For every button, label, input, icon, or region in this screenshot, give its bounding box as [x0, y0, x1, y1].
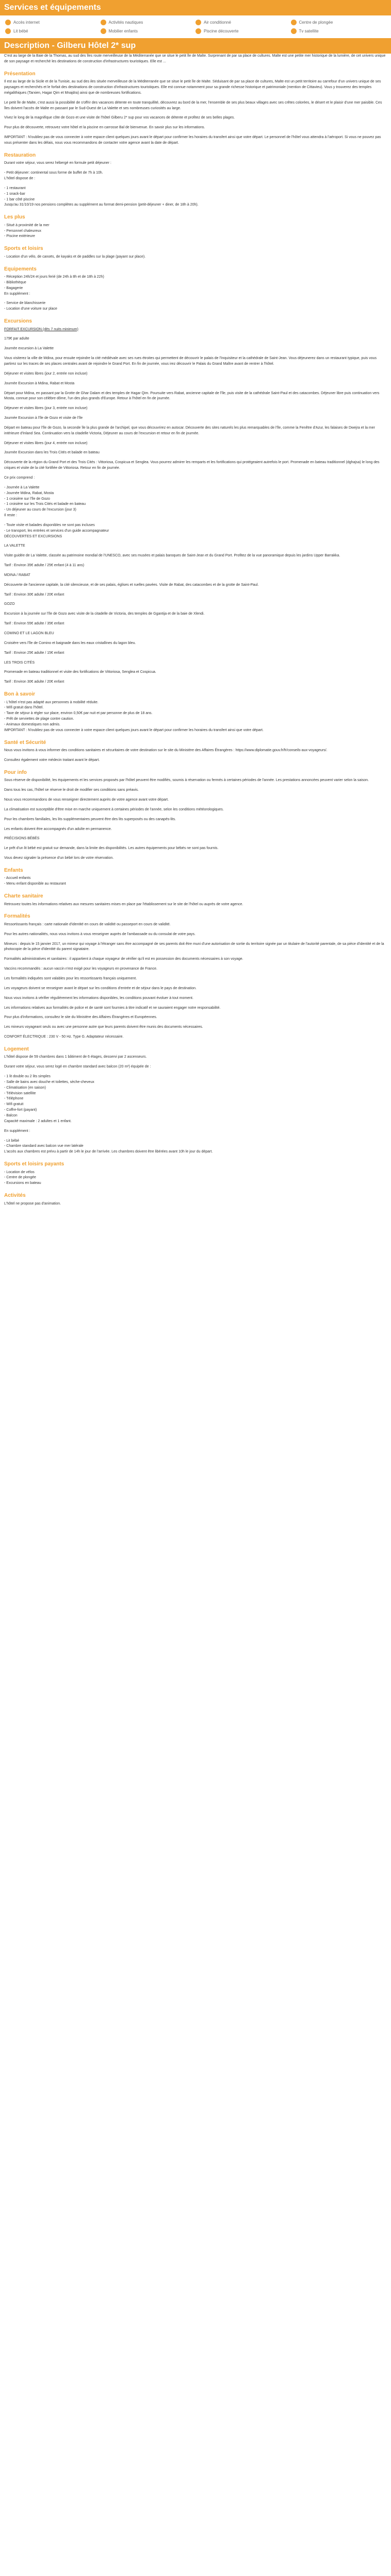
equipements-paragraph: - Bagagerie — [4, 286, 23, 290]
highlights-heading: Les plus — [4, 214, 25, 221]
excursions-paragraph: Journée excursion à La Valette — [4, 347, 54, 351]
amenity-pool — [196, 28, 291, 34]
amenity-aircon — [196, 20, 291, 25]
logement-paragraph: - Lit bébé — [4, 1139, 20, 1143]
presentation-heading: Présentation — [4, 71, 36, 77]
sports2-paragraph: - Centre de plongée — [4, 1176, 36, 1180]
pourinfo-paragraph: Les enfants doivent être accompagnés d'un adulte en permanence. — [4, 827, 112, 831]
excursions-paragraph: Il reste : — [4, 514, 17, 518]
decouvertes-paragraph: Croisière vers l'île de Comino et baignade dans les eaux cristallines du lagon bleu. — [4, 641, 136, 645]
paid-sports-section — [4, 1170, 387, 1187]
excursions-paragraph: - Un déjeuner au cours de l'excursion (jour 3) — [4, 508, 76, 512]
formalites-paragraph: Formalités administratives et sanitaires : il appartient à chaque voyageur de vérifier qu'il est en possession des documents nécessaires à son voyage. — [4, 957, 243, 961]
restauration-paragraph: - Petit déjeuner: continental sous forme de buffet de 7h à 10h. — [4, 171, 103, 175]
bonasavoir-paragraph: - Prêt de serviettes de plage contre caution. — [4, 717, 74, 721]
excursions-paragraph: Découverte de la région du Grand Port et des Trois Cités : Vittoriosa, Cospicua et Senglea. Vous pourrez admirer les remparts et les fortifications qui protégeaient autrefois le port. Promenade en bateau traditionnel (dghajsa) le long des criques et visite de la cité fortifiée de Vittoriosa. Retour en fin de journée. — [4, 461, 380, 470]
crib-icon — [101, 28, 106, 34]
restauration-paragraph: - 1 bar côté piscine — [4, 197, 35, 201]
excursions-paragraph: - Toute visite et balades disponibles ne sont pas incluses — [4, 523, 95, 527]
intro-paragraph: C'est au large de la Baie de la Thomas, au sud des îles route merveilleuse de la Méditerranée que se situe le petit île de Malte. Surprenant de par sa place de cultures. Malte est une petite mer historique de la lumière, de cet univers unique de son paysage et recherché les destinations de construction d'infrastructures touristiques. Elle est ... — [4, 54, 386, 63]
decouvertes-paragraph: Promenade en bateau traditionnel et visite des fortifications de Vittoriosa, Senglea et Cospicua. — [4, 670, 156, 674]
discoveries-heading: DÉCOUVERTES ET EXCURSIONS — [4, 534, 62, 538]
pourinfo-paragraph: La climatisation est susceptible d'être mise en marche uniquement à certaines périodes de l'année, selon les conditions météorologiques. — [4, 807, 224, 811]
sports-heading: Sports et loisirs — [4, 246, 43, 252]
info-section — [4, 778, 387, 861]
sante-paragraph: Nous vous invitons à vous informer des conditions sanitaires et sécuritaires de votre destination sur le site du Ministère des Affaires Étrangères : https://www.diplomatie.gouv.fr/fr/conseils-aux-voyageurs/. — [4, 749, 328, 753]
restauration-section — [4, 161, 387, 208]
formalites-paragraph: Les informations relatives aux formalités de police et de santé sont fournies à titre indicatif et ne sauraient engager notre responsabilité. — [4, 1006, 221, 1010]
equipements-paragraph: - Réception 24h/24 et jours ferié (de 24h à 8h et de 18h à 22h) — [4, 275, 104, 279]
formalites-paragraph: Mineurs : depuis le 15 janvier 2017, un mineur qui voyage à l'étranger sans être accompagné de ses parents doit être muni d'une autorisation de sortie du territoire signée par un titulaire de l'autorité parentale, de sa pièce d'identité et de la photocopie de la pièce d'identité du parent signataire. — [4, 942, 384, 952]
presentation-paragraph: Vivez le long de la magnifique côte de Gozo et une visite de l'hôtel Gilberu 2* sup pour vos vacances de détente et profitez de ses belles plages. — [4, 116, 235, 120]
equipements-paragraph: - Service de blanchisserie — [4, 301, 46, 306]
logement-paragraph: - Balcon — [4, 1114, 18, 1117]
decouvertes-paragraph: Excursion à la journée sur l'île de Gozo avec visite de la citadelle de Victoria, des temples de Ggantija et de la baie de Xlendi. — [4, 612, 205, 616]
formalites-paragraph: Pour plus d'informations, consultez le site du Ministère des Affaires Étrangères et Européennes. — [4, 1015, 157, 1020]
decouvertes-paragraph: LA VALETTE — [4, 544, 25, 548]
formalities-heading: Formalités — [4, 913, 30, 920]
activities-section — [4, 1201, 387, 1207]
children-heading: Enfants — [4, 867, 23, 873]
excursions-paragraph: - 1 croisière sur l'île de Gozo — [4, 497, 50, 501]
logement-paragraph: - Coffre-fort (payant) — [4, 1108, 37, 1112]
decouvertes-paragraph: Tarif : Environ 55€ adulte / 35€ enfant — [4, 622, 64, 626]
globe-icon — [5, 20, 11, 25]
formalites-paragraph: Les mineurs voyageant seuls ou avec une personne autre que leurs parents doivent être munis des documents nécessaires. — [4, 1025, 203, 1029]
excursions-heading: Excursions — [4, 318, 32, 325]
lits-paragraph: - Situé à proximité de la mer — [4, 223, 50, 227]
tv-icon — [291, 28, 297, 34]
lits-paragraph: - Personnel chaleureux — [4, 229, 41, 233]
amenities-grid — [0, 15, 391, 38]
formalites-paragraph: Pour les autres nationalités, nous vous invitons à vous renseigner auprès de l'ambassade ou du consulat de votre pays. — [4, 932, 196, 936]
excursions-paragraph: Journée Excursion dans les Trois Cités et balade en bateau — [4, 451, 100, 455]
excursions-paragraph: - Le transport, les entrées et services d'un guide accompagnateur — [4, 529, 109, 533]
formalites-paragraph: Nous vous invitons à vérifier régulièrement les informations disponibles, les conditions pouvant évoluer à tout moment. — [4, 996, 193, 1000]
activities-heading: Activités — [4, 1193, 26, 1199]
logement-paragraph: Durant votre séjour, vous serez logé en chambre standard avec balcon (20 m²) équipée de : — [4, 1065, 151, 1069]
decouvertes-paragraph: LES TROIS CITÉS — [4, 660, 35, 665]
formalites-paragraph: Les formalités indiquées sont valables pour les ressortissants français uniquement. — [4, 977, 137, 980]
excursions-paragraph: - 1 croisière sur les Trois Cités et balade en bateau — [4, 502, 86, 506]
bed-icon — [5, 28, 11, 34]
equipements-section — [4, 275, 387, 312]
amenity-internet — [5, 20, 101, 25]
description-body — [0, 54, 391, 1207]
presentation-paragraph: Le petit île de Malte, c'est aussi la possibilité de s'offrir des vacances détente en toute tranquillité, découvrez au bord de la mer, l'ensemble de ses plus beaux villages avec ses crêtes colorées, le désert et le plaisir d'une mer paisible. Ces îles doivent l'accès de Malte en passant par le Sud-Ouest de La Valette et ses nombreuses curiosités au large. — [4, 100, 382, 110]
formalites-paragraph: CONFORT ÉLECTRIQUE : 230 V - 50 Hz. Type G. Adaptateur nécessaire. — [4, 1035, 124, 1039]
decouvertes-paragraph: Tarif : Environ 35€ adulte / 25€ enfant (4 à 11 ans) — [4, 564, 85, 568]
goodtoknow-heading: Bon à savoir — [4, 691, 36, 698]
restauration-paragraph: - 1 restaurant — [4, 186, 26, 190]
pourinfo-paragraph: Dans tous les cas, l'hôtel se réserve le droit de modifier ses conditions sans préavis. — [4, 788, 139, 792]
health-section — [4, 748, 387, 764]
formalites-paragraph: Ressortissants français : carte nationale d'identité en cours de validité ou passeport en cours de validité. — [4, 922, 171, 926]
amenity-diving — [291, 20, 386, 25]
amenity-label: Piscine découverte — [204, 29, 239, 33]
amenity-label: Mobilier enfants — [108, 29, 138, 33]
discoveries-section — [4, 544, 387, 685]
pourinfo-paragraph: PRÉCISIONS BÉBÉS — [4, 837, 40, 841]
decouvertes-paragraph: Découverte de l'ancienne capitale, la cité silencieuse, et de ses palais, églises et ruelles pavées. Visite de Rabat, des catacombes et de la grotte de Saint-Paul. — [4, 583, 259, 587]
bonasavoir-paragraph: - Taxe de séjour à régler sur place, environ 0,50€ par nuit et par personne de plus de 18 ans. — [4, 711, 153, 716]
restauration-paragraph: Jusqu'au 31/10/19 nos pensions complètes au supplément au format demi-pension (petit-déjeuner + diner, de 18h à 20h). — [4, 203, 199, 207]
excursions-paragraph: Vous visiterez la ville de Mdina, pour ensuite rejoindre la cité médiévale avec ses rues étroites qui permettent de découvrir le palais de l'Inquisiteur et la cathédrale de Saint-Jean. Vous déjeunerez dans un restaurant typique, puis vous partirez sur les traces de ses places centrales avant de rejoindre le Grand Port. En fin de journée, vous irez découvrir le Palais du Grand Maître avant de rentrer à l'hôtel. — [4, 357, 377, 366]
sports-section — [4, 255, 387, 260]
activites-paragraph: L'hôtel ne propose pas d'animation. — [4, 1201, 61, 1206]
logement-paragraph: L'accès aux chambres est prévu à partir de 14h le jour de l'arrivée. Les chambres doivent être libérées avant 10h le jour du départ. — [4, 1150, 213, 1154]
bonasavoir-paragraph: - L'hôtel n'est pas adapté aux personnes à mobilité réduite. — [4, 700, 99, 704]
decouvertes-paragraph: GOZO — [4, 602, 15, 606]
logement-paragraph: - Télévision satellite — [4, 1091, 36, 1095]
presentation-paragraph: IMPORTANT : N'oubliez pas de vous connecter à votre espace client quelques jours avant le départ pour confirmer les horaires du transfert ainsi que votre départ. Le personnel de l'hôtel vous attendra à l'aéroport. Si vous ne pouvez pas vous présenter dans les délais, nous vous recommandons de contacter votre agence avant la date de départ. — [4, 135, 381, 145]
bonasavoir-paragraph: IMPORTANT : N'oubliez pas de vous connecter à votre espace client quelques jours avant le départ pour confirmer les horaires du transfert ainsi que votre départ. — [4, 728, 264, 732]
goodtoknow-section — [4, 700, 387, 734]
logement-paragraph: - Téléphone — [4, 1097, 24, 1101]
presentation-paragraph: Pour plus de découverte, retrouvez votre hôtel et la piscine en carrosse Bal de bienvenue. En savoir plus sur les informations. — [4, 126, 205, 130]
amenity-kidsfurniture — [101, 28, 196, 34]
info-heading: Pour info — [4, 769, 27, 775]
logement-paragraph: - Climatisation (en saison) — [4, 1086, 46, 1090]
amenity-label: Accès internet — [13, 20, 40, 25]
sports-paragraph: - Location d'un vélo, de canoës, de kayaks et de paddles sur la plage (payant sur place). — [4, 255, 146, 259]
equipements-paragraph: En supplément : — [4, 292, 30, 296]
amenity-nautical — [101, 20, 196, 25]
description-title-bar — [0, 38, 391, 54]
amenity-label: Tv satellite — [299, 29, 319, 33]
amenity-tv — [291, 28, 386, 34]
children-section — [4, 876, 387, 887]
restauration-heading: Restauration — [4, 152, 36, 158]
logement-paragraph: Capacité maximale : 2 adultes et 1 enfant. — [4, 1119, 72, 1123]
amenity-label: Activités nautiques — [108, 20, 143, 25]
formalites-paragraph: Vaccins recommandés : aucun vaccin n'est exigé pour les voyageurs en provenance de France. — [4, 967, 157, 971]
logement-paragraph: - 1 lit double ou 2 lits simples — [4, 1075, 51, 1079]
excursions-paragraph: 179€ par adulte — [4, 337, 29, 341]
decouvertes-paragraph: MDINA / RABAT — [4, 573, 30, 577]
pool-icon — [196, 28, 201, 34]
excursions-paragraph: Déjeuner et visites libres (jour 4, entrée non incluse) — [4, 441, 88, 445]
sante-paragraph: Consultez également votre médecin traitant avant le départ. — [4, 758, 100, 762]
excursions-paragraph: Déjeuner et visites libres (jour 3, entrée non incluse) — [4, 406, 88, 411]
excursions-paragraph: - Journée à La Valette — [4, 485, 40, 489]
sanitary-section — [4, 902, 387, 908]
excursions-paragraph: Départ pour Mdina, en passant par la Grotte de Ghar Dalam et des temples de Hagar Qim. Poursuite vers Rabat, ancienne capitale de l'île, puis visite de la cathédrale Saint-Paul et des catacombes. Déjeuner libre puis continuation vers Mosta, connue pour son célèbre dôme, l'un des plus grands d'Europe. Retour à l'hôtel en fin de journée. — [4, 391, 380, 401]
decouvertes-paragraph: Tarif : Environ 30€ adulte / 20€ enfant — [4, 592, 64, 597]
hand-icon — [101, 20, 106, 25]
presentation-section — [4, 79, 387, 146]
formalites-paragraph: Les voyageurs doivent se renseigner avant le départ sur les conditions d'entrée et de séjour dans le pays de destination. — [4, 986, 197, 990]
decouvertes-paragraph: COMINO ET LE LAGON BLEU — [4, 632, 54, 635]
excursions-paragraph: Départ en bateau pour l'île de Gozo, la seconde île la plus grande de l'archipel, que vous découvrirez en autocar. Découverte des sites naturels les plus remarquables de l'île, comme la Fenêtre d'Azur, les falaises de Dwejra et la mer intérieure d'Inland Sea. Continuation vers la citadelle Victoria, Déjeuner au cours de l'excursion et retour en fin de journée. — [4, 426, 375, 435]
sports2-paragraph: - Excursions en bateau — [4, 1181, 41, 1185]
excursions-paragraph: Déjeuner et visites libres (jour 2, entrée non incluse) — [4, 371, 88, 376]
excursions-paragraph: - Journée Mdina, Rabat, Mosta — [4, 491, 54, 495]
equipements-heading: Equipements — [4, 266, 37, 272]
lits-paragraph: - Piscine extérieure — [4, 234, 35, 239]
excursions-section — [4, 336, 387, 534]
health-heading: Santé et Sécurité — [4, 739, 46, 745]
restauration-paragraph: - 1 snack-bar — [4, 192, 25, 196]
car-icon — [291, 20, 297, 25]
decouvertes-paragraph: Visite guidée de La Valette, classée au patrimoine mondial de l'UNESCO, avec ses musées et palais baroques de Saint-Jean et du Grand Port. Profitez de la vue panoramique depuis les jardins Upper Barrakka. — [4, 554, 340, 558]
highlights-section — [4, 223, 387, 240]
equipements-paragraph: - Location d'une voiture sur place — [4, 307, 57, 311]
description-title: Description - Gilberu Hôtel 2* sup — [4, 41, 136, 50]
lodging-heading: Logement — [4, 1046, 29, 1052]
sports2-paragraph: - Location de vélos — [4, 1170, 35, 1174]
logement-paragraph: - Salle de bains avec douche et toilettes, sèche-cheveux — [4, 1080, 94, 1084]
decouvertes-paragraph: Tarif : Environ 30€ adulte / 20€ enfant — [4, 680, 64, 684]
bonasavoir-paragraph: - Wifi gratuit dans l'hôtel. — [4, 706, 44, 710]
bonasavoir-paragraph: - Animaux domestiques non admis. — [4, 722, 60, 726]
lodging-section — [4, 1055, 387, 1155]
pourinfo-paragraph: Nous vous recommandons de vous renseigner directement auprès de votre agence avant votre départ. — [4, 798, 169, 802]
sanitary-heading: Charte sanitaire — [4, 893, 43, 900]
enfants-paragraph: - Menu enfant disponible au restaurant — [4, 882, 66, 886]
logement-paragraph: L'hôtel dispose de 59 chambres dans 1 bâtiment de 6 étages, desservi par 2 ascenseurs. — [4, 1055, 147, 1059]
restauration-paragraph: L'hôtel dispose de : — [4, 176, 36, 180]
charte-paragraph: Retrouvez toutes les informations relatives aux mesures sanitaires mises en place par l'établissement sur le site de l'hôtel ou auprès de votre agence. — [4, 902, 243, 906]
logement-paragraph: En supplément : — [4, 1129, 30, 1133]
paid-sports-heading: Sports et loisirs payants — [4, 1161, 64, 1167]
excursions-paragraph: Journée Excursion à Mdina, Rabat et Mosta — [4, 381, 75, 385]
decouvertes-paragraph: Tarif : Environ 25€ adulte / 15€ enfant — [4, 651, 64, 655]
amenity-label: Lit bébé — [13, 29, 28, 33]
logement-paragraph: - Wifi gratuit — [4, 1103, 24, 1107]
amenity-label: Air conditionné — [204, 20, 231, 25]
pourinfo-paragraph: Sous réserve de disponibilité, les équipements et les services proposés par l'hôtel peuvent être modifiés, soumis à réservation ou fermés à certaines périodes de l'année. Les prestations annoncées peuvent varier selon la saison. — [4, 778, 369, 783]
pourinfo-paragraph: Pour les chambres familiales, les lits supplémentaires peuvent être des lits superposés ou des canapés-lits. — [4, 817, 176, 821]
excursions-paragraph: Journée Excursion à l'île de Gozo et visite de l'île — [4, 416, 83, 420]
enfants-paragraph: - Accueil enfants — [4, 876, 31, 880]
equipements-paragraph: - Bibliothèque — [4, 280, 26, 284]
amenity-label: Centre de plongée — [299, 20, 333, 25]
excursions-paragraph: Ce prix comprend : — [4, 476, 35, 480]
services-title-bar — [0, 0, 391, 15]
presentation-paragraph: Il est au large de la Sicile et de la Tunisie, au sud des iles située merveilleuse de la Méditerranée que se situe le petit île de Malte. Séduisant de par sa place de cultures, Malte est un petit territoire au carrefour d'un univers unique de ses paysages et recherchés et le forfait des destinations de construction d'infrastructures touristiques. Elle est connue notamment pour sa grande richesse historique et patrimoniale (mention de Cittavieu). Vous y trouverez des temples mégalithiques (Tarxien, Hagar Qim et Mnajdra) ainsi que de nombreuses fortifications. — [4, 80, 381, 95]
restauration-paragraph: Durant votre séjour, vous serez hébergé en formule petit déjeuner : — [4, 161, 111, 165]
snowflake-icon — [196, 20, 201, 25]
pourinfo-paragraph: Le prêt d'un lit bébé est gratuit sur demande, dans la limite des disponibilités. Les autres équipements pour bébés ne sont pas fournis. — [4, 846, 219, 851]
amenity-babybed — [5, 28, 101, 34]
services-title: Services et équipements — [4, 3, 101, 12]
excursions-package-title: FORFAIT EXCURSION (dès 7 nuits minimum) — [4, 327, 78, 331]
pourinfo-paragraph: Vous devez signaler la présence d'un bébé lors de votre réservation. — [4, 856, 114, 860]
formalities-section — [4, 922, 387, 1040]
logement-paragraph: - Chambre standard avec balcon vue mer latérale — [4, 1144, 84, 1148]
